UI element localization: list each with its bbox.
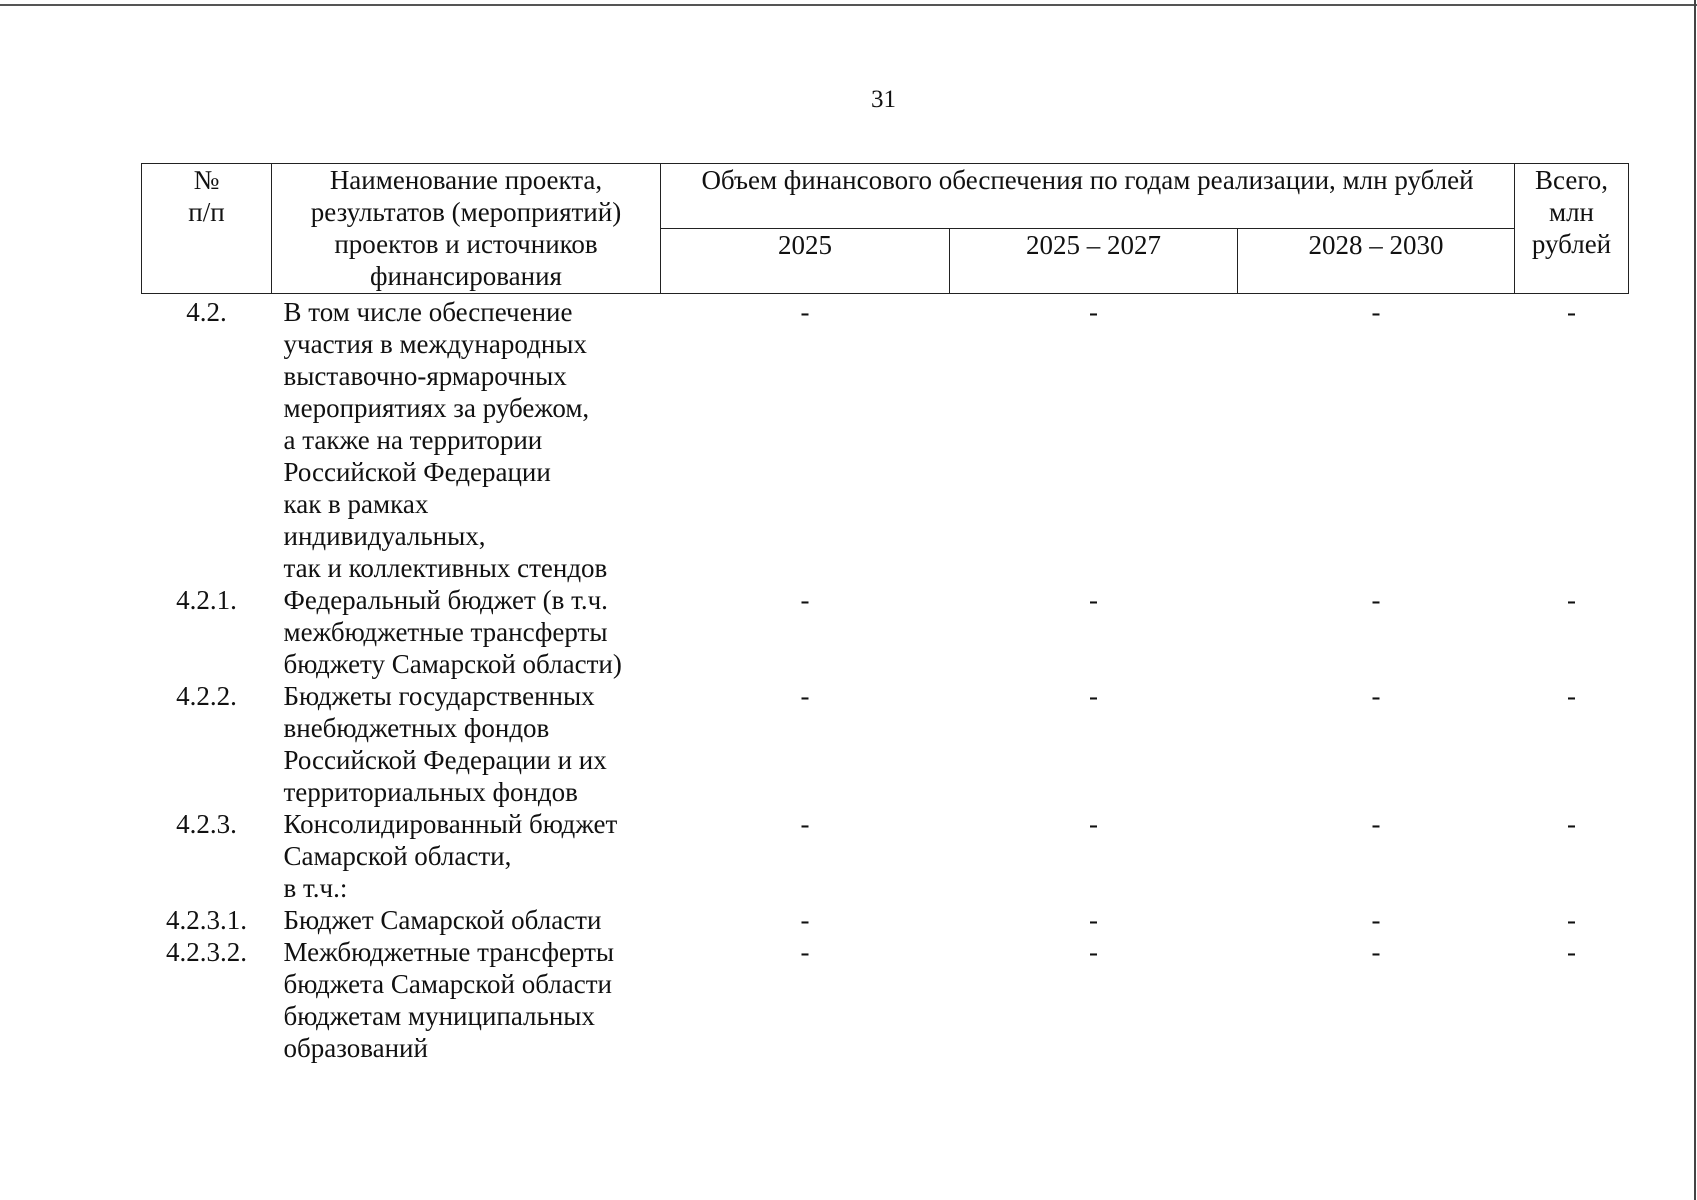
value-total: - (1567, 937, 1577, 967)
table-body (142, 294, 1629, 1065)
value-2028-2030: - (1371, 937, 1381, 967)
row-number: 4.2.1. (176, 585, 237, 615)
table-row (142, 808, 1629, 904)
header-number: № п/п (142, 164, 272, 294)
header-year-2025: 2025 (661, 229, 950, 294)
page-number: 31 (871, 86, 896, 113)
row-name: Бюджет Самарской области (283, 905, 602, 935)
table-header (142, 164, 1629, 294)
value-2025: - (800, 681, 810, 711)
header-total: Всего, млн рублей (1515, 164, 1629, 294)
value-2028-2030: - (1371, 809, 1381, 839)
right-border-line (1694, 0, 1696, 1200)
value-2025-2027: - (1089, 585, 1098, 615)
table-row (142, 584, 1629, 680)
value-2025: - (800, 937, 810, 967)
table-row (142, 904, 1629, 936)
value-2025: - (800, 585, 810, 615)
financing-table (141, 163, 1629, 1064)
value-2028-2030: - (1371, 585, 1381, 615)
header-project-name: Наименование проекта, результатов (мероприятий) проектов и источников финансирования (272, 164, 661, 294)
value-2028-2030: - (1371, 297, 1381, 327)
row-name: В том числе обеспечение участия в международных выставочно-ярмарочных мероприятиях за рубежом, а также на территории Российской Федерации как в рамках индивидуальных, так и коллективных стендов (283, 297, 608, 583)
row-name: Межбюджетные трансферты бюджета Самарской области бюджетам муниципальных образований (283, 937, 615, 1063)
row-name: Федеральный бюджет (в т.ч. межбюджетные трансферты бюджету Самарской области) (283, 585, 622, 679)
value-2025: - (800, 297, 810, 327)
value-2025-2027: - (1089, 681, 1098, 711)
value-total: - (1567, 905, 1577, 935)
top-border-line (0, 4, 1697, 6)
table-row (142, 680, 1629, 808)
row-number: 4.2.3.2. (166, 937, 247, 967)
value-2028-2030: - (1371, 905, 1381, 935)
row-number: 4.2.3. (176, 809, 237, 839)
value-2025-2027: - (1089, 809, 1098, 839)
value-2028-2030: - (1371, 681, 1381, 711)
value-2025-2027: - (1089, 297, 1098, 327)
header-financing-volume: Объем финансового обеспечения по годам реализации, млн рублей (661, 164, 1515, 229)
value-total: - (1567, 585, 1577, 615)
table-row (142, 936, 1629, 1064)
table-row (142, 294, 1629, 585)
row-number: 4.2.3.1. (166, 905, 247, 935)
value-total: - (1567, 681, 1577, 711)
header-years-2028-2030: 2028 – 2030 (1238, 229, 1515, 294)
value-2025: - (800, 905, 810, 935)
header-years-2025-2027: 2025 – 2027 (950, 229, 1238, 294)
value-total: - (1567, 297, 1577, 327)
row-name: Консолидированный бюджет Самарской области, в т.ч.: (283, 809, 618, 903)
value-total: - (1567, 809, 1577, 839)
value-2025-2027: - (1089, 937, 1098, 967)
row-number: 4.2. (186, 297, 227, 327)
row-number: 4.2.2. (176, 681, 237, 711)
value-2025-2027: - (1089, 905, 1098, 935)
row-name: Бюджеты государственных внебюджетных фондов Российской Федерации и их территориальных фондов (283, 681, 607, 807)
value-2025: - (800, 809, 810, 839)
